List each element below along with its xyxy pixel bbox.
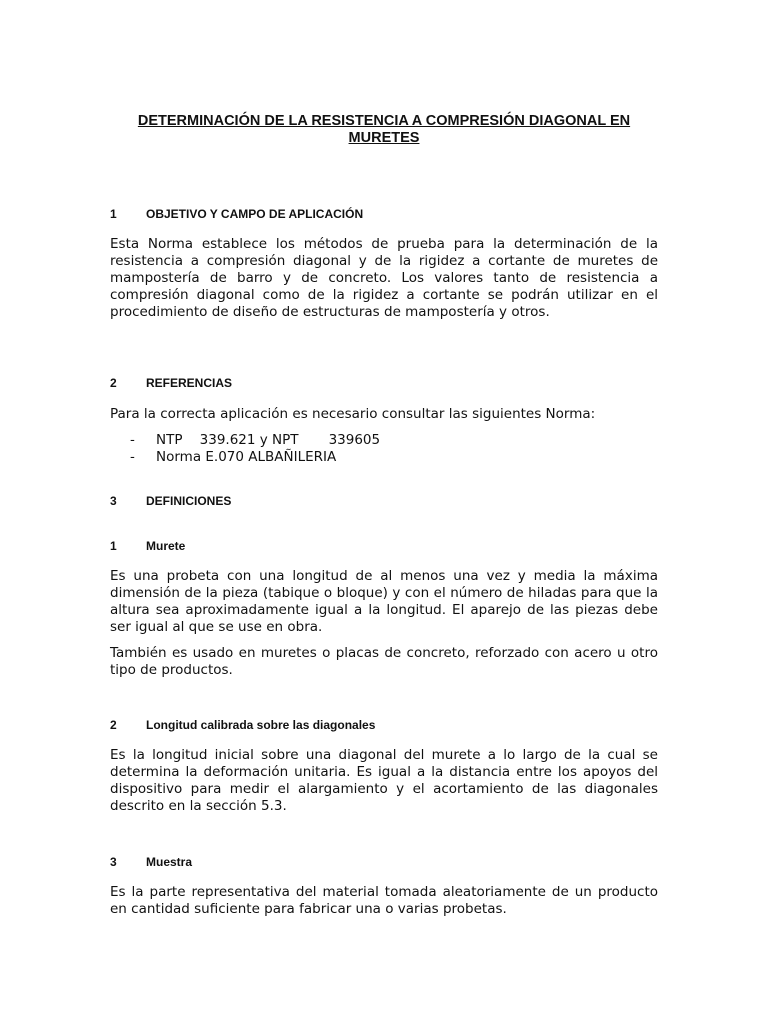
section-paragraph: Para la correcta aplicación es necesario consultar las siguientes Norma: xyxy=(110,406,596,422)
section-title: REFERENCIAS xyxy=(146,376,233,390)
section-title: DEFINICIONES xyxy=(146,494,232,508)
section-heading-2 xyxy=(110,376,232,390)
definition-term: Murete xyxy=(146,539,186,553)
definition-heading-1 xyxy=(110,539,185,553)
section-number: 1 xyxy=(110,207,117,221)
section-title: OBJETIVO Y CAMPO DE APLICACIÓN xyxy=(146,207,364,221)
definition-number: 2 xyxy=(110,718,117,732)
list-item xyxy=(130,449,380,466)
list-item xyxy=(130,432,380,449)
list-bullet: - xyxy=(130,432,135,448)
document-title: DETERMINACIÓN DE LA RESISTENCIA A COMPRESIÓN DIAGONAL EN MURETES xyxy=(137,113,631,146)
list-item-text: NTP 339.621 y NPT 339605 xyxy=(156,432,381,448)
list-item-text: Norma E.070 ALBAÑILERIA xyxy=(156,449,337,465)
section-number: 2 xyxy=(110,376,117,390)
section-heading-3 xyxy=(110,494,231,508)
definition-paragraph: Es la longitud inicial sobre una diagonal del murete a lo largo de la cual se determina la deformación unitaria. Es igual a la distancia entre los apoyos del dispositivo para medir el alargamiento y el acortamiento de las diagonales descrito en la sección 5.3. xyxy=(110,747,658,814)
definition-heading-2 xyxy=(110,718,375,732)
reference-list xyxy=(130,432,380,466)
definition-paragraph: Es una probeta con una longitud de al menos una vez y media la máxima dimensión de la pieza (tabique o bloque) y con el número de hiladas para que la altura sea aproximadamente igual a la longitud. El aparejo de las piezas debe ser igual al que se use en obra. xyxy=(110,568,658,635)
list-bullet: - xyxy=(130,449,135,465)
section-paragraph: Esta Norma establece los métodos de prueba para la determinación de la resistencia a compresión diagonal y de la rigidez a cortante de muretes de mampostería de barro y de concreto. Los valores tanto de resistencia a compresión diagonal como de la rigidez a cortante se podrán utilizar en el procedimiento de diseño de estructuras de mampostería y otros. xyxy=(110,236,658,320)
definition-term: Muestra xyxy=(146,855,193,869)
section-heading-1 xyxy=(110,207,363,221)
definition-number: 3 xyxy=(110,855,117,869)
definition-number: 1 xyxy=(110,539,117,553)
definition-paragraph: Es la parte representativa del material tomada aleatoriamente de un producto en cantidad suficiente para fabricar una o varias probetas. xyxy=(110,884,658,917)
definition-term: Longitud calibrada sobre las diagonales xyxy=(146,718,376,732)
definition-heading-3 xyxy=(110,855,192,869)
section-number: 3 xyxy=(110,494,117,508)
definition-paragraph: También es usado en muretes o placas de concreto, reforzado con acero u otro tipo de productos. xyxy=(110,645,658,678)
